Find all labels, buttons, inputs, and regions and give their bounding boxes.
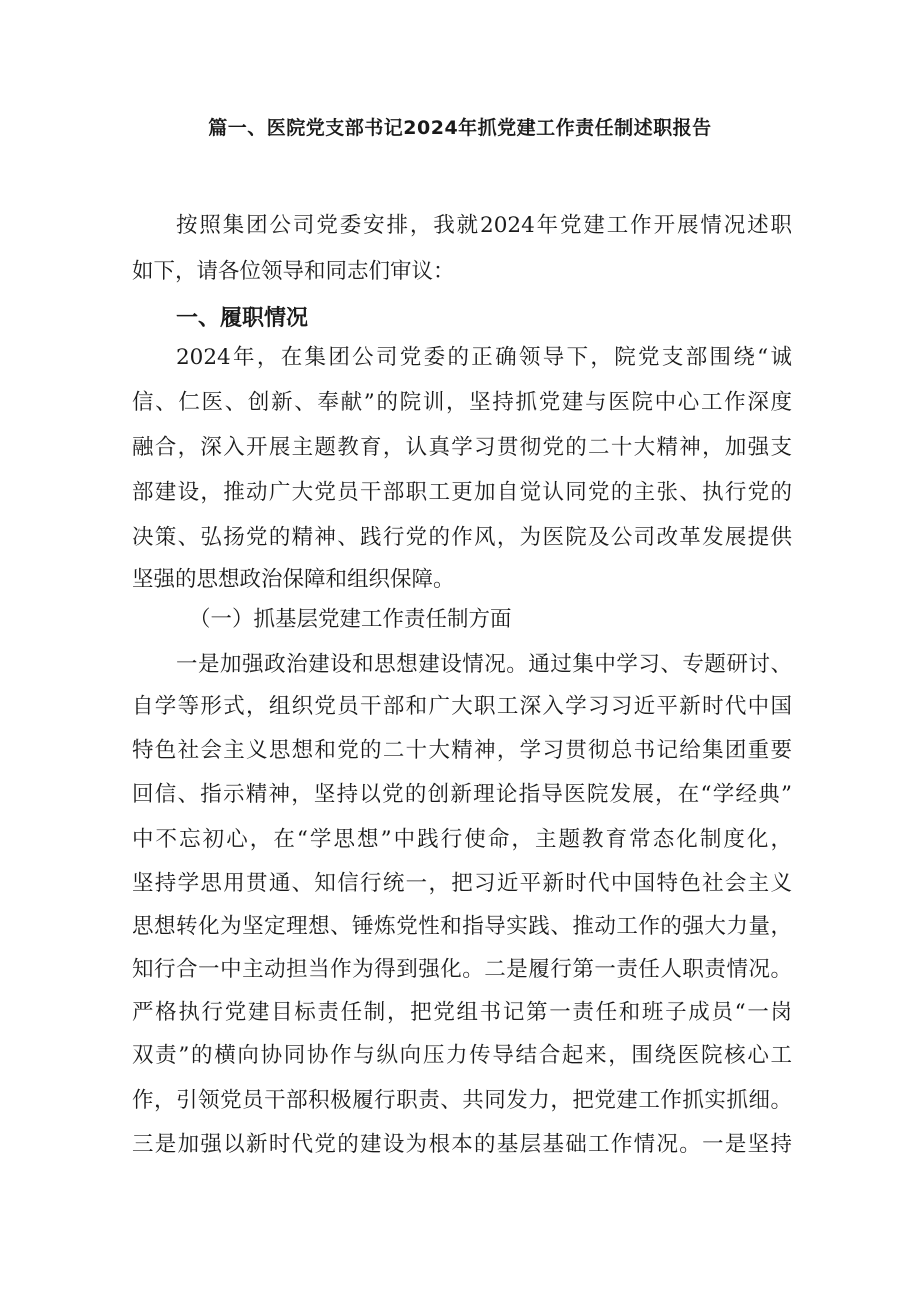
- paragraph-line: 双责”的横向协同协作与纵向压力传导结合起来，围绕医院核心工: [132, 1043, 792, 1068]
- paragraph-line: 决策、弘扬党的精神、践行党的作风，为医院及公司改革发展提供: [132, 525, 792, 550]
- paragraph-line: 按照集团公司党委安排，我就2024年党建工作开展情况述职: [176, 213, 792, 238]
- paragraph-line: 一是加强政治建设和思想建设情况。通过集中学习、专题研讨、: [176, 652, 792, 677]
- paragraph-line: 融合，深入开展主题教育，认真学习贯彻党的二十大精神，加强支: [132, 435, 792, 460]
- paragraph-line: 三是加强以新时代党的建设为根本的基层基础工作情况。一是坚持: [132, 1132, 792, 1157]
- paragraph-line: 坚持学思用贯通、知信行统一，把习近平新时代中国特色社会主义: [132, 871, 792, 896]
- paragraph-line: 思想转化为坚定理想、锤炼党性和指导实践、推动工作的强大力量，: [132, 914, 792, 939]
- paragraph-line: 严格执行党建目标责任制，把党组书记第一责任和班子成员“一岗: [132, 1000, 792, 1025]
- subsection-heading: （一）抓基层党建工作责任制方面: [189, 607, 512, 632]
- paragraph-line: 坚强的思想政治保障和组织保障。: [132, 567, 455, 592]
- paragraph-line: 中不忘初心，在“学思想”中践行使命，主题教育常态化制度化，: [132, 827, 792, 852]
- document-title: 篇一、医院党支部书记2024年抓党建工作责任制述职报告: [208, 117, 712, 139]
- paragraph-line: 自学等形式，组织党员干部和广大职工深入学习习近平新时代中国: [132, 694, 792, 719]
- paragraph-line: 作，引领党员干部积极履行职责、共同发力，把党建工作抓实抓细。: [132, 1088, 792, 1113]
- paragraph-line: 信、仁医、创新、奉献”的院训，坚持抓党建与医院中心工作深度: [132, 390, 792, 415]
- paragraph-line: 知行合一中主动担当作为得到强化。二是履行第一责任人职责情况。: [132, 957, 792, 982]
- paragraph-line: 特色社会主义思想和党的二十大精神，学习贯彻总书记给集团重要: [132, 738, 792, 763]
- section-heading: 一、履职情况: [176, 306, 309, 331]
- paragraph-line: 2024年，在集团公司党委的正确领导下，院党支部围绕“诚: [176, 345, 792, 370]
- paragraph-line: 回信、指示精神，坚持以党的创新理论指导医院发展，在“学经典”: [132, 782, 792, 807]
- paragraph-line: 部建设，推动广大党员干部职工更加自觉认同党的主张、执行党的: [132, 480, 792, 505]
- paragraph-line: 如下，请各位领导和同志们审议：: [132, 259, 455, 284]
